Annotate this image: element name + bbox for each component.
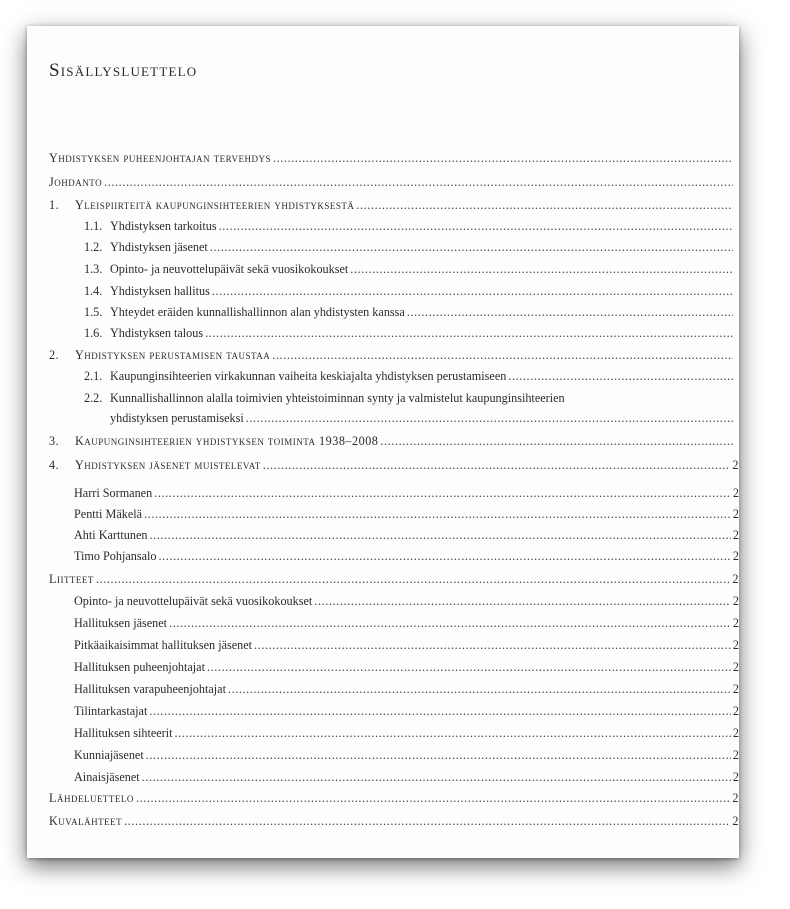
toc-leader-dots <box>169 615 731 631</box>
toc-entry-chapter-1[interactable] <box>49 197 739 213</box>
toc-entry-bibliography[interactable] <box>49 790 739 806</box>
toc-page-number: 2 <box>732 660 739 674</box>
toc-page-number: 2 <box>732 486 739 500</box>
toc-page-number: 2 <box>732 704 739 718</box>
toc-entry-label: Hallituksen puheenjohtajat <box>74 660 205 674</box>
toc-entry-label: Lähdeluettelo <box>49 791 134 805</box>
toc-entry-appendix-life-members[interactable] <box>74 769 739 785</box>
toc-leader-dots <box>124 813 730 829</box>
toc-leader-dots <box>149 527 730 543</box>
toc-entry-appendix-secretaries[interactable] <box>74 725 739 741</box>
toc-entry-label: yhdistyksen perustamiseksi <box>110 411 244 425</box>
toc-entry-label: Hallituksen jäsenet <box>74 616 168 630</box>
toc-leader-dots <box>508 368 733 384</box>
toc-leader-dots <box>350 261 733 277</box>
toc-leader-dots <box>228 681 731 697</box>
toc-entry-label: Liitteet <box>49 572 94 586</box>
toc-leader-dots <box>136 790 730 806</box>
toc-entry-memoir-timo-pohjansalo[interactable] <box>74 548 739 564</box>
toc-entry-section-1-4[interactable] <box>84 283 739 299</box>
toc-entry-appendix-vice-chairpersons[interactable] <box>74 681 739 697</box>
toc-leader-dots <box>314 593 731 609</box>
toc-leader-dots <box>207 659 731 675</box>
toc-entry-label: Kunniajäsenet <box>74 748 144 762</box>
toc-entry-label: Yleispiirteitä kaupunginsihteerien yhdistyksestä <box>75 198 355 212</box>
toc-entry-section-1-1[interactable] <box>84 218 739 234</box>
toc-entry-label: Hallituksen sihteerit <box>74 726 173 740</box>
toc-entry-label: Harri Sormanen <box>74 486 153 500</box>
toc-leader-dots <box>380 433 733 449</box>
toc-page-number: 2 <box>732 594 739 608</box>
toc-entry-label: Opinto- ja neuvottelupäivät sekä vuosikokoukset <box>110 262 349 276</box>
toc-leader-dots <box>159 548 731 564</box>
toc-entry-number: 2. <box>49 348 60 362</box>
toc-leader-dots <box>272 347 733 363</box>
toc-page-number: 2 <box>732 638 739 652</box>
toc-page-number: 2 <box>732 791 739 805</box>
toc-entry-number: 1.2. <box>84 240 103 254</box>
toc-leader-dots <box>146 747 731 763</box>
toc-leader-dots <box>144 506 731 522</box>
toc-leader-dots <box>273 150 733 166</box>
toc-entry-image-sources[interactable] <box>49 813 739 829</box>
toc-entry-label: Pitkäaikaisimmat hallituksen jäsenet <box>74 638 253 652</box>
toc-entry-number: 1.3. <box>84 262 103 276</box>
toc-entry-memoir-pentti-makela[interactable] <box>74 506 739 522</box>
toc-entry-label: Yhdistyksen jäsenet <box>110 240 208 254</box>
page-title: Sisällysluettelo <box>49 60 198 81</box>
toc-leader-dots <box>154 485 731 501</box>
toc-entry-label: Pentti Mäkelä <box>74 507 143 521</box>
toc-entry-label: Kaupunginsihteerien virkakunnan vaiheita keskiajalta yhdistyksen perustamiseen <box>110 369 507 383</box>
toc-entry-introduction[interactable] <box>49 174 739 190</box>
toc-entry-label: Hallituksen varapuheenjohtajat <box>74 682 226 696</box>
toc-entry-appendix-longest-serving[interactable] <box>74 637 739 653</box>
toc-leader-dots <box>96 571 730 587</box>
document-page <box>27 26 739 858</box>
toc-leader-dots <box>254 637 731 653</box>
toc-entry-section-2-2[interactable] <box>84 390 565 406</box>
toc-entry-section-1-5[interactable] <box>84 304 739 320</box>
toc-entry-appendix-seminars[interactable] <box>74 593 739 609</box>
toc-entry-section-2-2-continued[interactable] <box>110 410 739 426</box>
toc-leader-dots <box>175 725 731 741</box>
toc-entry-label: Opinto- ja neuvottelupäivät sekä vuosikokoukset <box>74 594 313 608</box>
toc-leader-dots <box>104 174 733 190</box>
toc-entry-number: 4. <box>49 458 60 472</box>
toc-page-number: 2 <box>732 458 739 472</box>
toc-entry-number: 1. <box>49 198 60 212</box>
toc-entry-chapter-4[interactable] <box>49 457 739 473</box>
toc-entry-label: Ainaisjäsenet <box>74 770 140 784</box>
toc-entry-label: Timo Pohjansalo <box>74 549 157 563</box>
toc-entry-label: Yhdistyksen hallitus <box>110 284 210 298</box>
toc-leader-dots <box>205 325 733 341</box>
toc-page-number: 2 <box>732 549 739 563</box>
toc-entry-memoir-ahti-karttunen[interactable] <box>74 527 739 543</box>
toc-page-number: 2 <box>732 726 739 740</box>
toc-entry-chapter-2[interactable] <box>49 347 739 363</box>
toc-leader-dots <box>356 197 733 213</box>
toc-entry-number: 1.4. <box>84 284 103 298</box>
toc-page-number: 2 <box>732 528 739 542</box>
toc-entry-label: Yhdistyksen tarkoitus <box>110 219 217 233</box>
toc-entry-appendix-board-members[interactable] <box>74 615 739 631</box>
toc-leader-dots <box>210 239 733 255</box>
toc-entry-number: 3. <box>49 434 60 448</box>
toc-page-number: 2 <box>732 616 739 630</box>
toc-entry-label: Kaupunginsihteerien yhdistyksen toiminta 1938–2008 <box>75 434 379 448</box>
toc-page-number: 2 <box>732 572 739 586</box>
toc-entry-label: Yhdistyksen jäsenet muistelevat <box>75 458 261 472</box>
toc-entry-number: 1.1. <box>84 219 103 233</box>
toc-entry-appendix-chairpersons[interactable] <box>74 659 739 675</box>
toc-leader-dots <box>149 703 731 719</box>
toc-leader-dots <box>142 769 731 785</box>
toc-entry-label: Kunnallishallinnon alalla toimivien yhteistoiminnan synty ja valmistelut kaupunginsihteerien <box>110 391 565 405</box>
toc-entry-chapter-3[interactable] <box>49 433 739 449</box>
toc-entry-label: Yhdistyksen talous <box>110 326 204 340</box>
toc-entry-foreword[interactable] <box>49 150 739 166</box>
toc-page-number: 2 <box>732 748 739 762</box>
toc-entry-number: 1.5. <box>84 305 103 319</box>
toc-entry-appendices[interactable] <box>49 571 739 587</box>
toc-entry-label: Johdanto <box>49 175 103 189</box>
toc-leader-dots <box>212 283 733 299</box>
toc-leader-dots <box>219 218 733 234</box>
toc-entry-label: Ahti Karttunen <box>74 528 148 542</box>
table-of-contents <box>27 26 739 858</box>
toc-entry-memoir-harri-sormanen[interactable] <box>74 485 739 501</box>
toc-entry-section-1-3[interactable] <box>84 261 739 277</box>
toc-page-number: 2 <box>732 507 739 521</box>
toc-leader-dots <box>263 457 731 473</box>
toc-entry-number: 2.2. <box>84 391 103 405</box>
toc-entry-label: Kuvalähteet <box>49 814 123 828</box>
toc-entry-number: 2.1. <box>84 369 103 383</box>
toc-page-number: 2 <box>732 814 739 828</box>
toc-page-number: 2 <box>732 682 739 696</box>
toc-entry-appendix-honorary-members[interactable] <box>74 747 739 763</box>
toc-entry-number: 1.6. <box>84 326 103 340</box>
toc-page-number: 2 <box>732 770 739 784</box>
toc-entry-label: Yhdistyksen puheenjohtajan tervehdys <box>49 151 271 165</box>
toc-entry-label: Yhteydet eräiden kunnallishallinnon alan yhdistysten kanssa <box>110 305 405 319</box>
toc-entry-section-1-2[interactable] <box>84 239 739 255</box>
toc-leader-dots <box>407 304 733 320</box>
toc-entry-section-2-1[interactable] <box>84 368 739 384</box>
toc-entry-section-1-6[interactable] <box>84 325 739 341</box>
toc-entry-label: Yhdistyksen perustamisen taustaa <box>75 348 271 362</box>
toc-leader-dots <box>246 410 733 426</box>
toc-entry-label: Tilintarkastajat <box>74 704 148 718</box>
toc-entry-appendix-auditors[interactable] <box>74 703 739 719</box>
